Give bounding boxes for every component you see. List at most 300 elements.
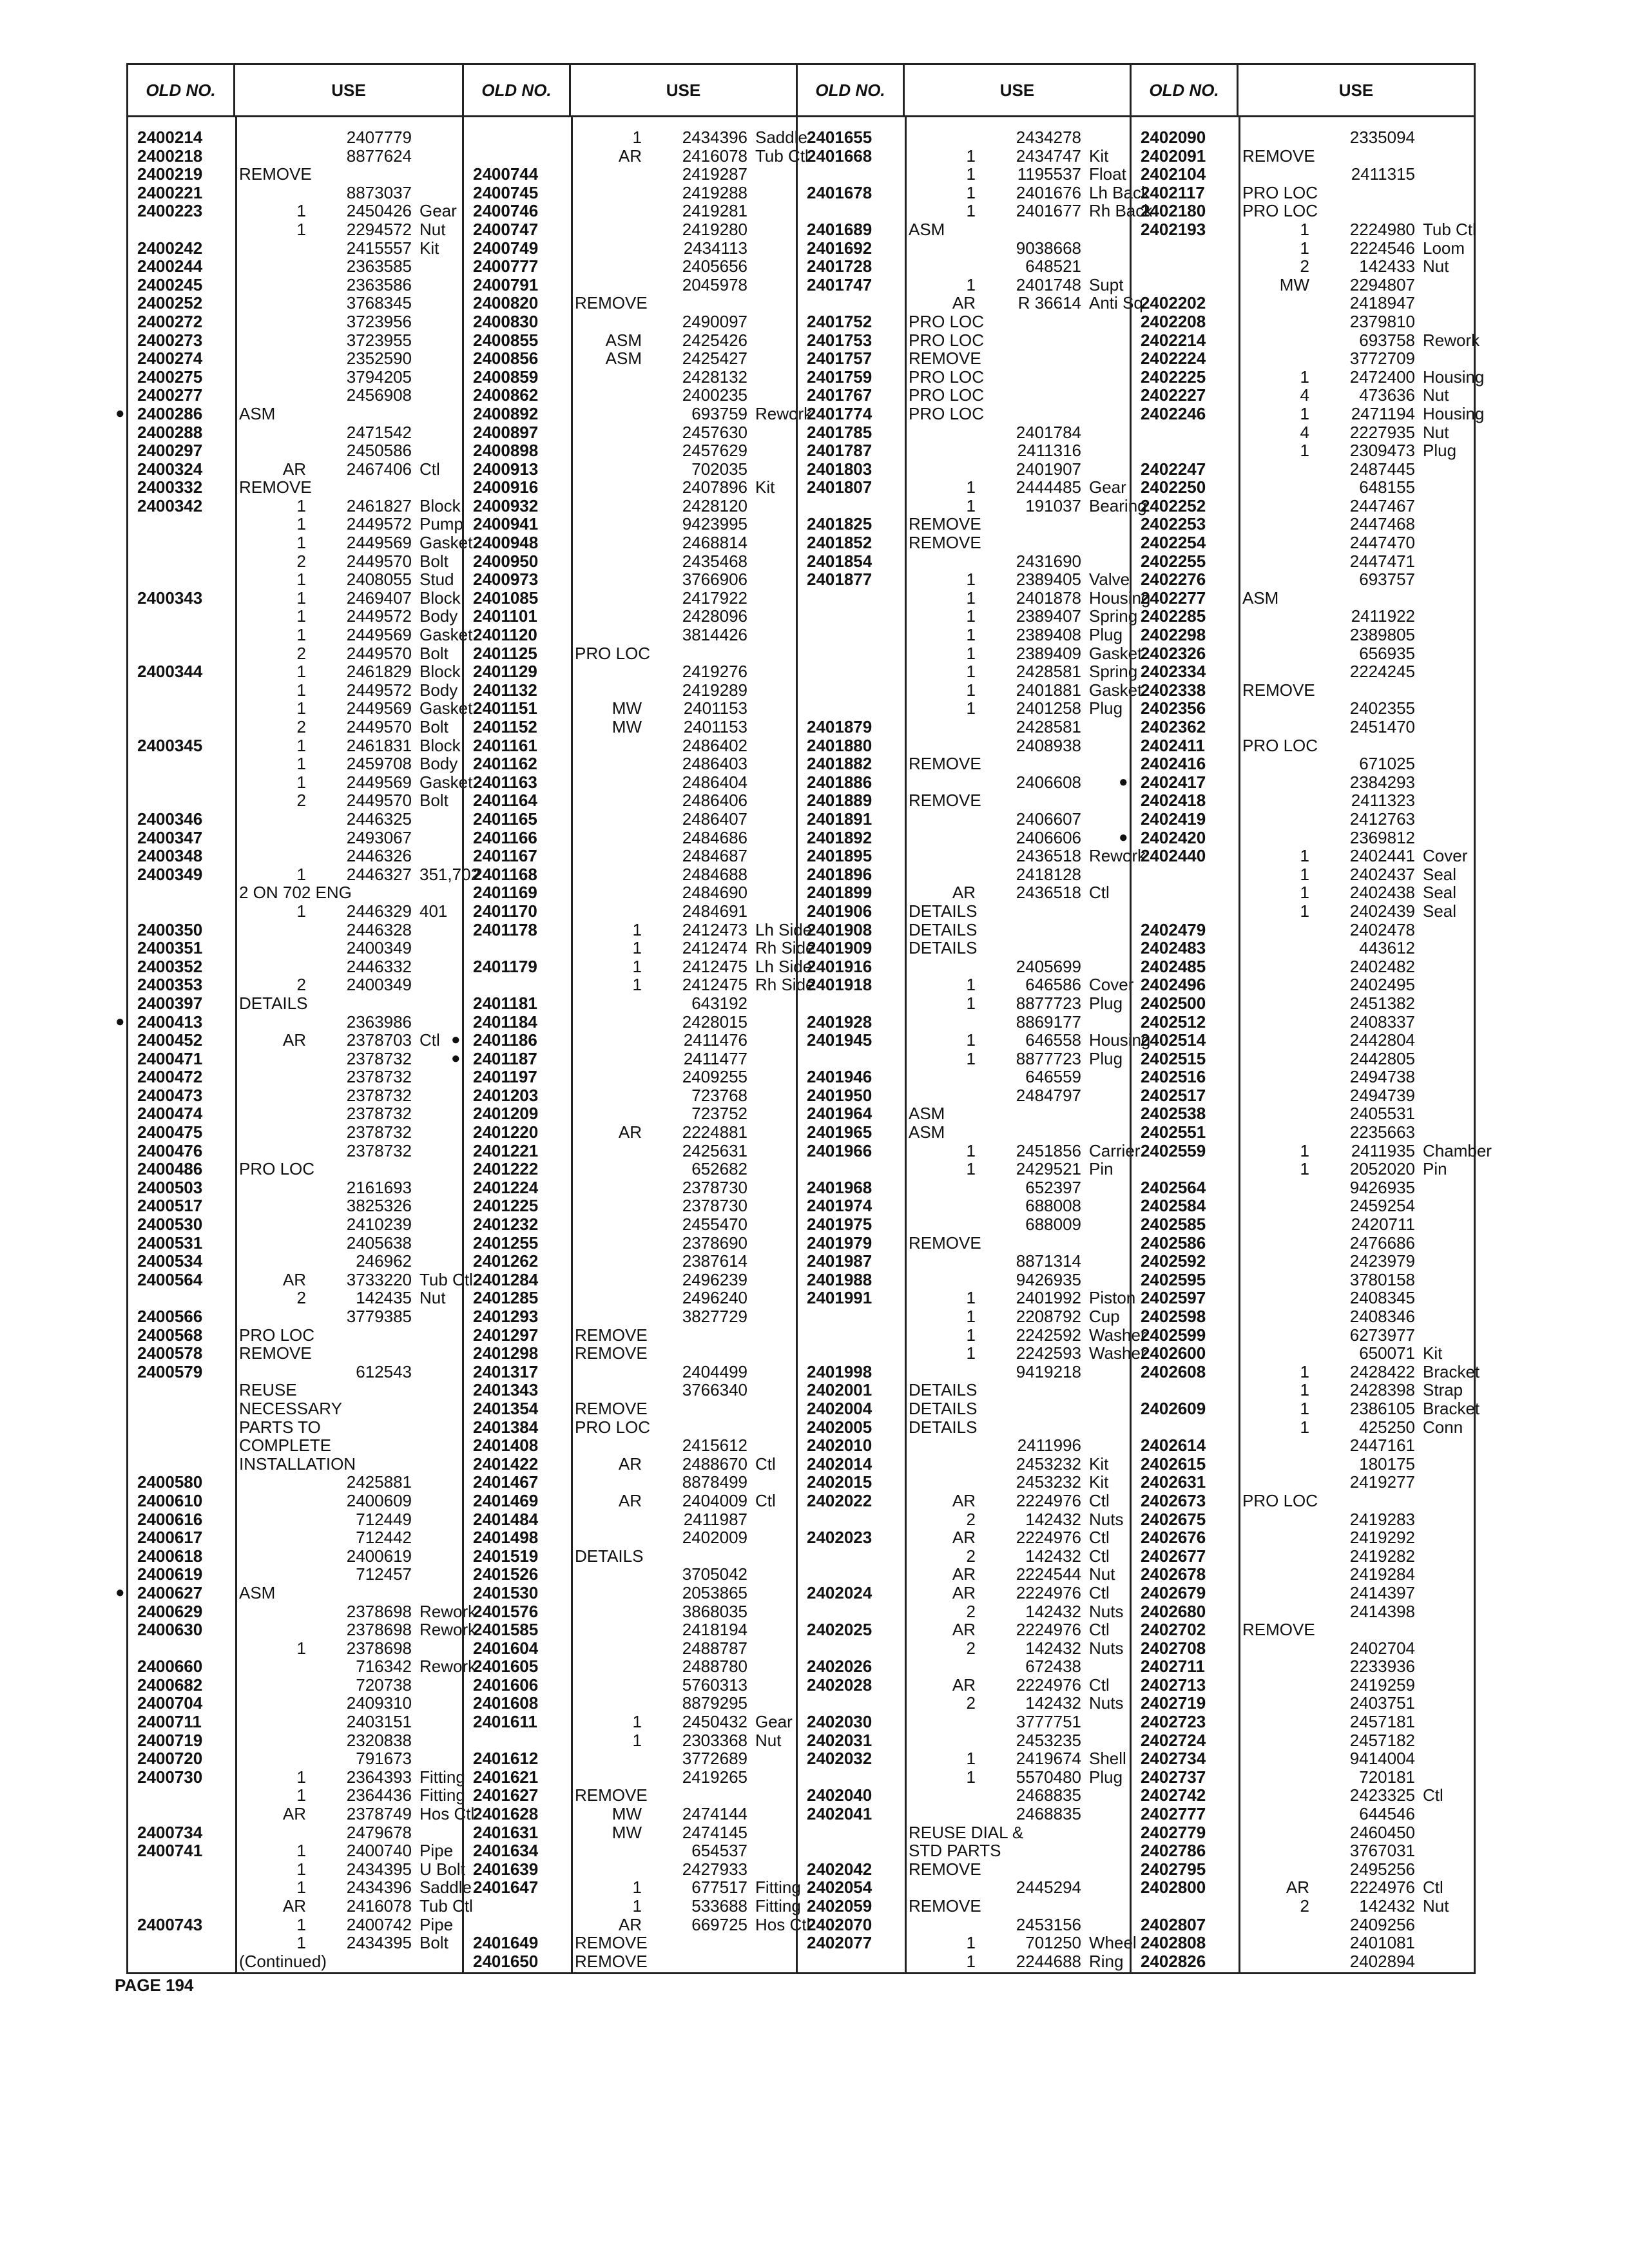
new-part-number: 2389805 — [1349, 625, 1415, 645]
quantity: 1 — [966, 1749, 976, 1769]
table-row — [128, 810, 462, 829]
part-description: Tub Ctl — [419, 1896, 473, 1916]
new-part-number: 5760313 — [682, 1675, 747, 1695]
old-part-number: 2400618 — [137, 1546, 203, 1566]
new-part-number: 3723956 — [346, 311, 412, 331]
old-part-number: 2400948 — [473, 533, 539, 553]
new-part-number: 2402704 — [1349, 1638, 1415, 1658]
quantity: 1 — [296, 901, 306, 921]
new-part-number: 2406608 — [1016, 772, 1081, 792]
new-part-number: 180175 — [1359, 1454, 1415, 1474]
table-row — [128, 1252, 462, 1271]
old-part-number: 2402419 — [1141, 809, 1206, 829]
table-row — [798, 495, 1147, 515]
table-row — [798, 1786, 1130, 1805]
old-part-number: 2400531 — [137, 1233, 203, 1253]
quantity: 1 — [296, 1785, 306, 1805]
quantity: 1 — [1300, 403, 1309, 423]
instruction-text: REMOVE — [909, 1233, 981, 1253]
instruction-text: PRO LOC — [239, 1159, 315, 1179]
table-row — [128, 515, 462, 533]
new-part-number: 142435 — [356, 1288, 412, 1308]
instruction-text: ASM — [239, 1582, 276, 1602]
table-row — [798, 570, 1130, 589]
old-part-number: 2400223 — [137, 201, 203, 221]
table-row — [1132, 1140, 1492, 1160]
old-part-number: 2400564 — [137, 1269, 203, 1289]
old-part-number: 2402724 — [1141, 1730, 1206, 1750]
table-row — [798, 165, 1130, 184]
table-row — [464, 1104, 796, 1123]
new-part-number: 8877723 — [1016, 1048, 1081, 1068]
new-part-number: 2384293 — [1349, 772, 1415, 792]
old-part-number: 2401918 — [807, 975, 872, 995]
table-row — [1132, 1436, 1474, 1455]
old-part-number: 2400413 — [137, 1012, 203, 1032]
new-part-number: 2419276 — [682, 662, 747, 682]
new-part-number: 2309473 — [1349, 441, 1415, 461]
new-part-number: 2401081 — [1349, 1933, 1415, 1953]
part-description: Wheel — [1089, 1933, 1137, 1953]
part-description: Fitting — [419, 1785, 465, 1805]
new-part-number: 2425631 — [682, 1140, 747, 1160]
quantity: 1 — [966, 495, 976, 515]
table-row — [1132, 994, 1474, 1013]
table-row — [464, 533, 796, 552]
part-description: Plug — [1423, 441, 1457, 461]
part-description: Nut — [755, 1730, 782, 1750]
old-part-number: 2401221 — [473, 1140, 539, 1160]
quantity: MW — [612, 1822, 642, 1842]
new-part-number: 2408337 — [1349, 1012, 1415, 1032]
old-part-number: 2402117 — [1141, 182, 1205, 202]
table-row — [464, 1326, 796, 1345]
table-row — [464, 975, 815, 995]
table-row — [115, 1012, 462, 1032]
table-row — [128, 460, 462, 479]
table-row — [128, 1031, 462, 1050]
old-part-number: 2402252 — [1141, 495, 1206, 515]
old-part-number: 2401101 — [473, 606, 537, 626]
new-part-number: 2052020 — [1349, 1159, 1415, 1179]
new-part-number: 2418128 — [1016, 864, 1081, 884]
parts-cross-reference-table — [115, 63, 1492, 1974]
new-part-number: 2352590 — [346, 349, 412, 369]
old-part-number: 2400353 — [137, 975, 203, 995]
old-part-number: 2400630 — [137, 1620, 203, 1640]
part-description: Bolt — [419, 551, 448, 571]
old-part-number: 2401232 — [473, 1215, 539, 1235]
table-row — [798, 1897, 1130, 1916]
old-part-number: 2400218 — [137, 146, 203, 166]
table-row — [128, 1823, 462, 1842]
old-part-number: 2400913 — [473, 459, 539, 479]
table-row — [798, 1086, 1130, 1105]
new-part-number: 2402439 — [1349, 901, 1415, 921]
old-part-number: 2401896 — [807, 864, 872, 884]
new-part-number: 2419277 — [1349, 1472, 1415, 1492]
old-part-number: 2400286 — [137, 403, 203, 423]
table-row — [1132, 1455, 1474, 1474]
old-part-number: 2401964 — [807, 1104, 872, 1124]
new-part-number: 2449569 — [346, 772, 412, 792]
quantity: 1 — [296, 864, 306, 884]
part-description: Ctl — [1089, 1546, 1110, 1566]
new-part-number: 656935 — [1359, 643, 1415, 663]
table-row — [128, 1620, 477, 1640]
table-row — [464, 589, 796, 608]
part-description: Washer — [1089, 1325, 1146, 1345]
table-row — [798, 182, 1150, 202]
table-row — [1132, 1068, 1474, 1086]
header-use: USE — [666, 81, 701, 100]
part-description: Kit — [1089, 1472, 1109, 1492]
old-part-number: 2401197 — [473, 1067, 537, 1087]
quantity: 1 — [966, 1048, 976, 1068]
new-part-number: 2389407 — [1016, 606, 1081, 626]
table-row — [798, 405, 1130, 423]
new-part-number: 646559 — [1025, 1067, 1081, 1087]
part-description: Bolt — [419, 791, 448, 811]
old-part-number: 2401298 — [473, 1343, 539, 1363]
table-row — [1132, 902, 1474, 921]
part-description: Gear — [419, 201, 457, 221]
table-row — [464, 257, 796, 276]
new-part-number: 2378698 — [346, 1620, 412, 1640]
part-description: Nuts — [1089, 1693, 1124, 1713]
table-row — [464, 1731, 796, 1750]
new-part-number: 9419218 — [1016, 1361, 1081, 1381]
instruction-text: DETAILS — [909, 1380, 978, 1400]
table-row — [128, 239, 462, 258]
quantity: 1 — [966, 625, 976, 645]
table-row — [1132, 1160, 1474, 1178]
instruction-text: REMOVE — [575, 293, 648, 313]
new-part-number: 2161693 — [346, 1177, 412, 1197]
new-part-number: 2045978 — [682, 274, 747, 294]
part-description: Rh Side — [755, 938, 815, 958]
instruction-text: REMOVE — [909, 1859, 981, 1879]
new-part-number: 2449570 — [346, 717, 412, 736]
new-part-number: 2409256 — [1349, 1914, 1415, 1934]
table-row — [464, 1657, 796, 1676]
table-row — [128, 1399, 462, 1418]
new-part-number: 2446326 — [346, 846, 412, 866]
old-part-number: 2400719 — [137, 1730, 203, 1750]
table-row — [128, 1326, 462, 1345]
part-description: Tub Ctl — [755, 146, 809, 166]
old-part-number: 2401606 — [473, 1675, 539, 1695]
old-part-number: 2401785 — [807, 422, 872, 442]
table-row — [128, 147, 462, 166]
new-part-number: 2451382 — [1349, 993, 1415, 1013]
table-row — [1132, 1639, 1474, 1658]
new-part-number: 2419289 — [682, 680, 747, 700]
new-part-number: 2472400 — [1349, 367, 1415, 387]
old-part-number: 2400475 — [137, 1122, 203, 1142]
new-part-number: 2419288 — [682, 182, 747, 202]
instruction-text: ASM — [909, 1122, 945, 1142]
new-part-number: 2419281 — [682, 201, 747, 221]
part-description: Anti Sq — [1089, 293, 1143, 313]
part-description: Bearing — [1089, 495, 1147, 515]
quantity: ASM — [605, 330, 642, 350]
part-description: Bolt — [419, 1933, 448, 1953]
table-row — [464, 1805, 796, 1823]
table-row — [1132, 147, 1474, 166]
new-part-number: 2409255 — [682, 1067, 747, 1087]
new-part-number: 473636 — [1359, 385, 1415, 405]
old-part-number: 2402742 — [1141, 1785, 1206, 1805]
table-row — [1132, 1676, 1474, 1695]
old-part-number: 2401668 — [807, 146, 872, 166]
instruction-text: NECESSARY — [239, 1398, 342, 1418]
quantity: 1 — [966, 201, 976, 221]
old-part-number: 2401825 — [807, 514, 872, 534]
table-row — [798, 312, 1130, 331]
old-part-number: 2401909 — [807, 938, 872, 958]
table-row — [798, 349, 1130, 368]
table-row — [128, 570, 462, 589]
table-row — [1132, 1768, 1474, 1787]
old-part-number: 2401950 — [807, 1085, 872, 1105]
quantity: 2 — [296, 975, 306, 995]
old-part-number: 2400473 — [137, 1085, 203, 1105]
table-row — [798, 994, 1130, 1013]
quantity: 1 — [1300, 238, 1309, 258]
old-part-number: 2401225 — [473, 1196, 539, 1216]
new-part-number: 652682 — [691, 1159, 747, 1179]
old-part-number: 2402559 — [1141, 1140, 1206, 1160]
table-row — [798, 220, 1130, 239]
new-part-number: 2369812 — [1349, 827, 1415, 847]
table-row — [128, 847, 462, 865]
old-part-number: 2400892 — [473, 403, 539, 423]
table-row — [464, 460, 796, 479]
quantity: 2 — [966, 1546, 976, 1566]
old-part-number: 2402614 — [1141, 1436, 1206, 1456]
table-row — [464, 1602, 796, 1621]
old-part-number: 2400566 — [137, 1307, 203, 1326]
table-row — [464, 1455, 796, 1474]
old-part-number: 2402040 — [807, 1785, 872, 1805]
table-row — [1132, 276, 1474, 294]
new-part-number: 8873037 — [346, 182, 412, 202]
instruction-text: REMOVE — [575, 1785, 648, 1805]
new-part-number: 2419284 — [1349, 1564, 1415, 1584]
new-part-number: 669725 — [691, 1914, 747, 1934]
new-part-number: 2484797 — [1016, 1085, 1081, 1105]
old-part-number: 2400275 — [137, 367, 203, 387]
old-part-number: 2401899 — [807, 883, 872, 903]
part-description: Plug — [1089, 1048, 1123, 1068]
table-row — [464, 938, 815, 958]
table-row — [128, 957, 462, 976]
table-row — [1132, 1215, 1474, 1234]
part-description: Nut — [419, 1288, 446, 1308]
old-part-number: 2402090 — [1141, 128, 1206, 147]
new-part-number: 2411922 — [1351, 606, 1415, 626]
table-row — [464, 202, 796, 220]
old-part-number: 2400348 — [137, 846, 203, 866]
part-description: Chamber — [1423, 1140, 1492, 1160]
old-part-number: 2401728 — [807, 256, 872, 276]
quantity: 1 — [296, 201, 306, 221]
bullet-marker: ● — [1119, 773, 1128, 791]
quantity: 1 — [966, 993, 976, 1013]
table-row — [464, 1381, 796, 1399]
new-part-number: 2410239 — [346, 1215, 412, 1235]
new-part-number: 2488787 — [682, 1638, 747, 1658]
table-row — [464, 146, 809, 166]
new-part-number: 652397 — [1025, 1177, 1081, 1197]
new-part-number: 2486406 — [682, 791, 747, 811]
new-part-number: 2407779 — [346, 128, 412, 147]
old-part-number: 2402517 — [1141, 1085, 1206, 1105]
new-part-number: 142432 — [1025, 1601, 1081, 1621]
instruction-text: INSTALLATION — [239, 1454, 356, 1474]
old-part-number: 2400219 — [137, 164, 203, 184]
table-row — [798, 1068, 1130, 1086]
table-row — [128, 589, 462, 608]
old-part-number: 2401293 — [473, 1307, 539, 1326]
quantity: 1 — [296, 533, 306, 553]
quantity: AR — [952, 1582, 976, 1602]
new-part-number: 2411316 — [1017, 441, 1081, 461]
table-row — [798, 736, 1130, 755]
table-row — [798, 829, 1130, 847]
part-description: Housing — [1423, 403, 1485, 423]
new-part-number: 142432 — [1359, 1896, 1415, 1916]
part-description: U Bolt — [419, 1859, 465, 1879]
new-part-number: 701250 — [1025, 1933, 1081, 1953]
new-part-number: 2461829 — [346, 662, 412, 682]
table-row — [128, 1657, 477, 1677]
instruction-text: REMOVE — [1242, 146, 1315, 166]
old-part-number: 2402253 — [1141, 514, 1206, 534]
table-row — [128, 883, 462, 902]
column-header — [1132, 65, 1474, 117]
table-row — [128, 736, 462, 755]
table-row — [128, 368, 462, 387]
quantity: AR — [282, 459, 306, 479]
new-part-number: 2453156 — [1016, 1914, 1081, 1934]
quantity: AR — [952, 1675, 976, 1695]
table-row — [798, 865, 1130, 884]
old-part-number: 2402254 — [1141, 533, 1206, 553]
old-part-number: 2401469 — [473, 1490, 539, 1510]
new-part-number: 2411315 — [1351, 164, 1415, 184]
table-row — [464, 1160, 796, 1178]
table-row — [464, 1694, 796, 1713]
header-use: USE — [331, 81, 366, 100]
old-part-number: 2401747 — [807, 274, 872, 294]
old-part-number: 2401608 — [473, 1693, 539, 1713]
new-part-number: 2378698 — [346, 1601, 412, 1621]
table-row — [798, 1565, 1130, 1584]
table-row — [798, 921, 1130, 939]
old-part-number: 2400345 — [137, 735, 203, 755]
new-part-number: 2224881 — [682, 1122, 747, 1142]
new-part-number: 2401784 — [1016, 422, 1081, 442]
old-part-number: 2401422 — [473, 1454, 539, 1474]
quantity: ASM — [605, 349, 642, 369]
old-part-number: 2402786 — [1141, 1841, 1206, 1861]
new-part-number: 2224546 — [1349, 238, 1415, 258]
table-row — [128, 829, 462, 847]
new-part-number: 2460450 — [1349, 1822, 1415, 1842]
old-part-number: 2401161 — [473, 735, 537, 755]
new-part-number: 2411476 — [683, 1030, 747, 1050]
new-part-number: 2415557 — [346, 238, 412, 258]
old-part-number: 2402014 — [807, 1454, 872, 1474]
header-old-no: OLD NO. — [464, 65, 571, 115]
new-part-number: 2227935 — [1349, 422, 1415, 442]
old-part-number: 2401484 — [473, 1509, 539, 1529]
new-part-number: 671025 — [1359, 754, 1415, 774]
new-part-number: 2457181 — [1349, 1712, 1415, 1732]
table-row — [1119, 772, 1474, 792]
new-part-number: 2453232 — [1016, 1454, 1081, 1474]
table-row — [1132, 1381, 1474, 1399]
table-row — [798, 883, 1130, 902]
table-row — [128, 128, 462, 147]
table-row — [798, 147, 1130, 166]
table-row — [1132, 681, 1474, 700]
new-part-number: 712442 — [356, 1528, 412, 1548]
new-part-number: 688008 — [1025, 1196, 1081, 1216]
table-row — [128, 994, 462, 1013]
table-row — [1132, 1418, 1474, 1437]
new-part-number: 2447470 — [1349, 533, 1415, 553]
table-row — [464, 1215, 796, 1234]
part-description: Tub Ctl — [1423, 219, 1476, 239]
old-part-number: 2400973 — [473, 570, 539, 590]
instruction-text: PRO LOC — [1242, 735, 1318, 755]
instruction-text: ASM — [909, 1104, 945, 1124]
new-part-number: 2467406 — [346, 459, 412, 479]
table-row — [128, 698, 473, 718]
new-part-number: 2411323 — [1351, 791, 1415, 811]
table-row — [1132, 1823, 1474, 1842]
part-description: Ctl — [419, 459, 440, 479]
instruction-text: PRO LOC — [909, 330, 985, 350]
new-part-number: 9426935 — [1016, 1269, 1081, 1289]
quantity: AR — [282, 1896, 306, 1916]
table-row — [128, 791, 462, 810]
new-part-number: 2242593 — [1016, 1343, 1081, 1363]
instruction-text: DETAILS — [575, 1546, 644, 1566]
new-part-number: 2457630 — [682, 422, 747, 442]
table-row — [798, 1676, 1130, 1695]
part-description: Kit — [1423, 1343, 1443, 1363]
new-part-number: 2402894 — [1349, 1951, 1415, 1971]
part-description: Seal — [1423, 864, 1457, 884]
quantity: 1 — [1300, 1380, 1309, 1400]
table-row — [128, 1878, 472, 1898]
old-part-number: 2402800 — [1141, 1878, 1206, 1898]
new-part-number: 2224976 — [1016, 1528, 1081, 1548]
new-part-number: 2208792 — [1016, 1307, 1081, 1326]
new-part-number: 2457182 — [1349, 1730, 1415, 1750]
old-part-number: 2400252 — [137, 293, 203, 313]
part-description: Gasket — [1089, 680, 1142, 700]
new-part-number: 2387614 — [682, 1251, 747, 1271]
new-part-number: 2461827 — [346, 495, 412, 515]
table-row — [798, 128, 1130, 147]
table-row — [464, 1620, 796, 1639]
old-part-number: 2400221 — [137, 182, 203, 202]
